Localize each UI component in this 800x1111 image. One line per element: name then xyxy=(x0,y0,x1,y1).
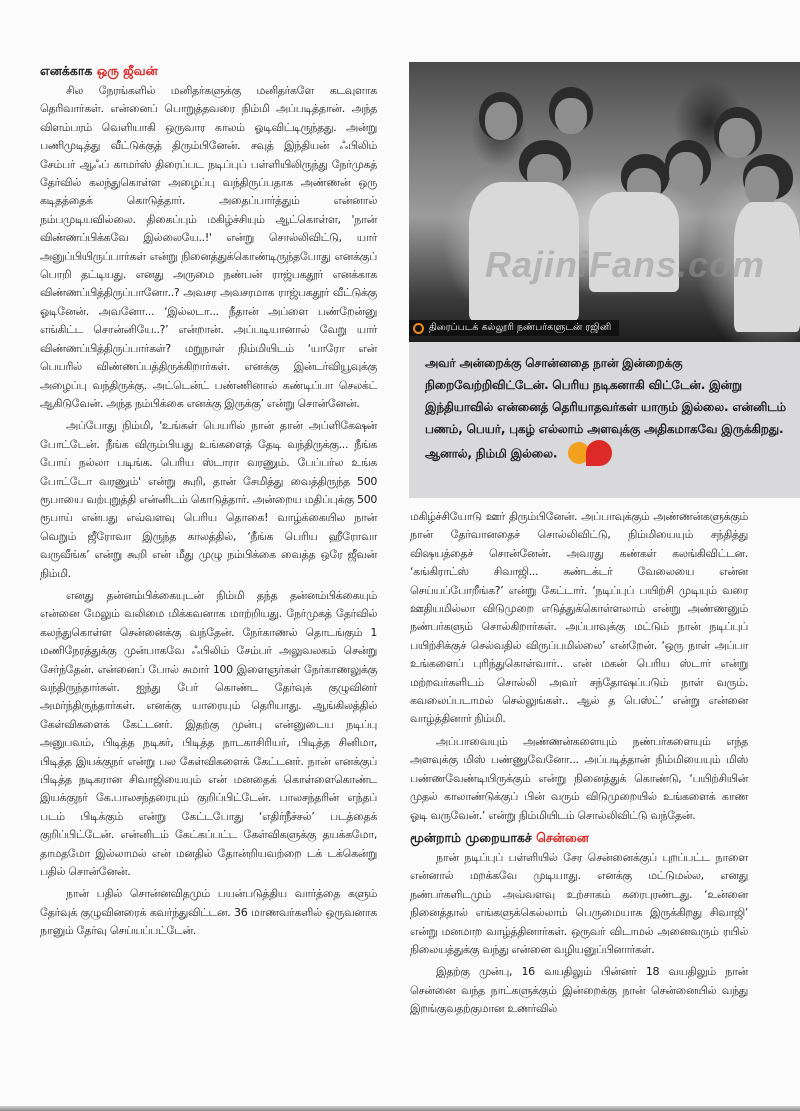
closing-quote-icon xyxy=(568,440,620,466)
heading-accent: சென்னை xyxy=(536,829,589,845)
paragraph: எனது தன்னம்பிக்கையுடன் நிம்மி தந்த தன்னம்பிக்கையும் என்னை மேலும் வலிமை மிக்கவனாக மாற்றியது. நேர்முகத் தேர்வில் கலந்துகொள்ள சென்னைக்கு வந்தேன். நேர்காணல் தொடங்கும் 1 மணிநேரத்துக்கு முன்பாகவே ஃபிலிம் சேம்பர் அலுவலகம் சென்று சேர்ந்தேன். என்னைப் போல் சுமார் 100 இளைஞர்கள் நேர்காணலுக்கு வந்திருந்தார்கள். ஐந்து பேர் கொண்ட தேர்வுக் குழுவினர் அமர்ந்திருந்தார்கள். எனக்கு யாரையும் தெரியாது. ஆங்கிலத்தில் கேள்விகளைக் கேட்டனர். இதற்கு முன்பு என்னுடைய நடிப்பு அனுபவம், பிடித்த நடிகர், பிடித்த நாடகாசிரியர், பிடித்த சினிமா, பிடித்த இயக்குநர் என்று பல கேள்விகளைக் கேட்டனர். நான் எனக்குப் பிடித்த நடிகரான சிவாஜியையும் என் மனதைக் கொள்ளைகொண்ட இயக்குநர் கே.பாலசந்தரையும் குறிப்பிட்டேன். பாலசந்தரின் எந்தப் படம் பிடிக்கும் என்று கேட்டபோது ‘எதிர்நீச்சல்’ படத்தைக் குறிப்பிட்டேன். என்னிடம் கேட்கப்பட்ட கேள்விகளுக்கு தயக்கமோ, தாமதமோ இல்லாமல் என் மனதில் தோன்றியவற்றை டக் டக்கென்று பதில் சொன்னேன். xyxy=(40,588,377,879)
caption-text: திரைப்படக் கல்லூரி நண்பர்களுடன் ரஜினி xyxy=(429,322,612,333)
pull-quote xyxy=(409,342,800,498)
photo-figure xyxy=(669,152,703,192)
pull-quote-text: அவர் அன்றைக்கு சொன்னதை நான் இன்றைக்கு நிறைவேற்றிவிட்டேன். பெரிய நடிகனாகி விட்டேன். இன்று இந்தியாவில் என்னைத் தெரியாதவர்கள் யாரும் இல்லை. என்னிடம் பணம், பெயர், புகழ் எல்லாம் அளவுக்கு அதிகமாகவே இருக்கிறது. ஆனால், நிம்மி இல்லை. xyxy=(425,356,786,461)
paragraph: நான் நடிப்புப் பள்ளியில் சேர சென்னைக்குப் புறப்பட்ட நாளை என்னால் மறக்கவே முடியாது. எனக்கு மட்டுமல்ல, எனது நண்பர்களிடமும் அவ்வளவு உற்சாகம் கரைபுரண்டது. ‘உன்னை நினைத்தால் எங்களுக்கெல்லாம் பெருமையாக இருக்கிறது சிவாஜி’ என்று மனமாற வாழ்த்தினார்கள். ஒருவர் விடாமல் அனைவரும் ரயில் நிலையத்துக்கு வந்து என்னை வழியனுப்பினார்கள். xyxy=(410,850,748,956)
section-heading-third-time-chennai xyxy=(410,829,748,846)
photo-caption xyxy=(409,320,619,336)
photo-figure xyxy=(485,102,517,140)
photo-figure xyxy=(745,166,779,206)
left-column xyxy=(40,62,377,1105)
heading-accent: ஒரு ஜீவன் xyxy=(96,63,158,78)
paragraph: அப்பாவையும் அண்ணன்களையும் நண்பர்களையும் எந்த அளவுக்கு மிஸ் பண்ணுவேனோ... அப்படித்தான் நிம்மியையும் மிஸ் பண்ணவேண்டியிருக்கும் என்று நினைத்துக் கொண்டு, ‘பயிற்சியின் முதல் காலாண்டுக்குப் பின் வரும் விடுமுறையில் உங்களைக் காண ஓடி வருவேன்.’ என்று நிம்மியிடம் சொல்லிவிட்டு வந்தேன். xyxy=(410,734,748,822)
right-column xyxy=(410,508,748,1105)
paragraph: சில நேரங்களில் மனிதர்களுக்கு மனிதர்களே கடவுளாக தெரிவார்கள். என்னைப் பொறுத்தவரை நிம்மி அப்படித்தான். அந்த விளம்பரம் வெளியாகி ஒருவார காலம் ஓடிவிட்டிருந்தது. அன்று பணிமுடித்து வீட்டுக்குத் திரும்பினேன். சவுத் இந்தியன் ஃபிலிம் சேம்பர் ஆஃப் காமர்ஸ் திரைப்பட நடிப்புப் பள்ளியிலிருந்து நேர்முகத் தேர்வில் கலந்துகொள்ள அழைப்பு வந்திருப்பதாக அண்ணன் ஒரு கடிதத்தைக் கொடுத்தார். அதைப்பார்த்தும் என்னால் நம்பமுடியவில்லை. திகைப்பும் மகிழ்ச்சியும் ஆட்கொள்ள, 'நான் விண்ணப்பிக்கவே இல்லையே..!' என்று சொல்லிவிட்டு, யார் அனுப்பியிருப்பார்கள் என்று நினைத்துக்கொண்டிருந்தபோது எனக்குப் பொறி தட்டியது. எனது அருமை நண்பன் ராஜ்பகதூர் எனக்காக விண்ணப்பித்திருப்பானோ..? அவசர அவசரமாக ராஜ்பகதூர் வீட்டுக்கு ஓடினேன். அவனோ... ‘இல்லடா... நீதான் அப்ளை பண்றேன்னு எங்கிட்ட சொன்னியே..?’ என்றான். அப்படியானால் வேறு யார் விண்ணப்பித்திருப்பார்கள்? மறுநாள் நிம்மியிடம் ‘யாரோ என் பெயரில் விண்ணப்பத்திருக்கிறார்கள். எனக்கு இன்டர்வியூவுக்கு அழைப்பு வந்திருக்கு. அட்டென்ட் பண்ணினால் கண்டிப்பா செலக்ட் ஆகிடுவேன். அந்த நம்பிக்கை எனக்கு இருக்கு’ என்று சொன்னேன். xyxy=(40,84,377,410)
paragraph: இதற்கு முன்பு, 16 வயதிலும் பின்னர் 18 வயதிலும் நான் சென்னை வந்த நாட்களுக்கும் இன்றைக்கு நான் சென்னையில் வந்து இறங்குவதற்குமான உணர்வில் xyxy=(410,965,748,1016)
photo-figure xyxy=(719,118,755,158)
heading-plain: மூன்றாம் முறையாகச் xyxy=(410,829,532,845)
watermark: RajiniFans.com xyxy=(485,244,766,285)
paragraph: அப்போது நிம்மி, 'உங்கள் பெயரில் நான் தான் அப்ளிகேஷன் போட்டேன். நீங்க விரும்பியது உங்களைத் தேடி வந்திருக்கு... நீங்க போய் நல்லா படிங்க. பெரிய ஸ்டாரா வரணும். பேப்பர்ல உங்க போட்டோ வரணும்' என்று கூறி, தான் சேமித்து வைத்திருந்த 500 ரூபாயை வற்புறுத்தி என்னிடம் கொடுத்தார். அன்றைய மதிப்புக்கு 500 ரூபாய் என்பது எவ்வளவு பெரிய தொகை! வாழ்க்கையில நான் வெறும் ஜீரோவா இருந்த காலத்தில், ‘நீங்க பெரிய ஹீரோவா வருவீங்க’ என்று கூறி என் மீது முழு நம்பிக்கை வைத்த ஒரே ஜீவன் நிம்மி. xyxy=(40,419,377,580)
quote-mark-red xyxy=(586,440,612,466)
paragraph: நான் பதில் சொன்னவிதமும் பயன்படுத்திய வார்த்தை களும் தேர்வுக் குழுவினரைக் கவர்ந்துவிட்டன. 36 மாணவர்களில் ஒருவனாக நானும் தேர்வு செய்யப்பட்டேன். xyxy=(40,887,377,938)
photo-figure xyxy=(555,98,587,134)
paragraph: மகிழ்ச்சியோடு ஊர் திரும்பினேன். அப்பாவுக்கும் அண்ணன்களுக்கும் நான் தேர்வானதைச் சொல்லிவிட்டு, நிம்மியையும் சந்தித்து விஷயத்தைச் சொன்னேன். அவரது கண்கள் கலங்கிவிட்டன. ‘கங்கிராட்ஸ் சிவாஜி... கண்டக்டர் வேலையை என்ன செய்யப்போறீங்க?’ என்று கேட்டார். ‘நடிப்புப் பயிற்சி முடியும் வரை ஊதியமில்லா விடுமுறை எடுத்துக்கொள்ளலாம் என்று அண்ணனும் நண்பர்களும் சொல்கிறார்கள். அப்பாவுக்கு மட்டும் நான் நடிப்புப் பயிற்சிக்குச் செல்வதில் விருப்பமில்லை’ என்றேன். ‘ஒரு நாள் அப்பா உங்களைப் புரிந்துகொள்வார்.. என் மகன் பெரிய ஸ்டார் என்று மற்றவர்களிடம் சொல்லி அவர் சந்தோஷப்படும் நாள் வரும். கவலைப்படாமல் செல்லுங்கள்.. ஆல் த பெஸ்ட்’ என்று என்னை வாழ்த்தினார் நிம்மி. xyxy=(410,510,748,726)
section-heading-for-me-a-soul xyxy=(40,62,377,79)
page-bottom-edge xyxy=(0,1106,800,1111)
heading-plain: எனக்காக xyxy=(40,63,93,78)
circle-bullet-icon xyxy=(413,323,424,334)
group-photo xyxy=(409,62,800,342)
